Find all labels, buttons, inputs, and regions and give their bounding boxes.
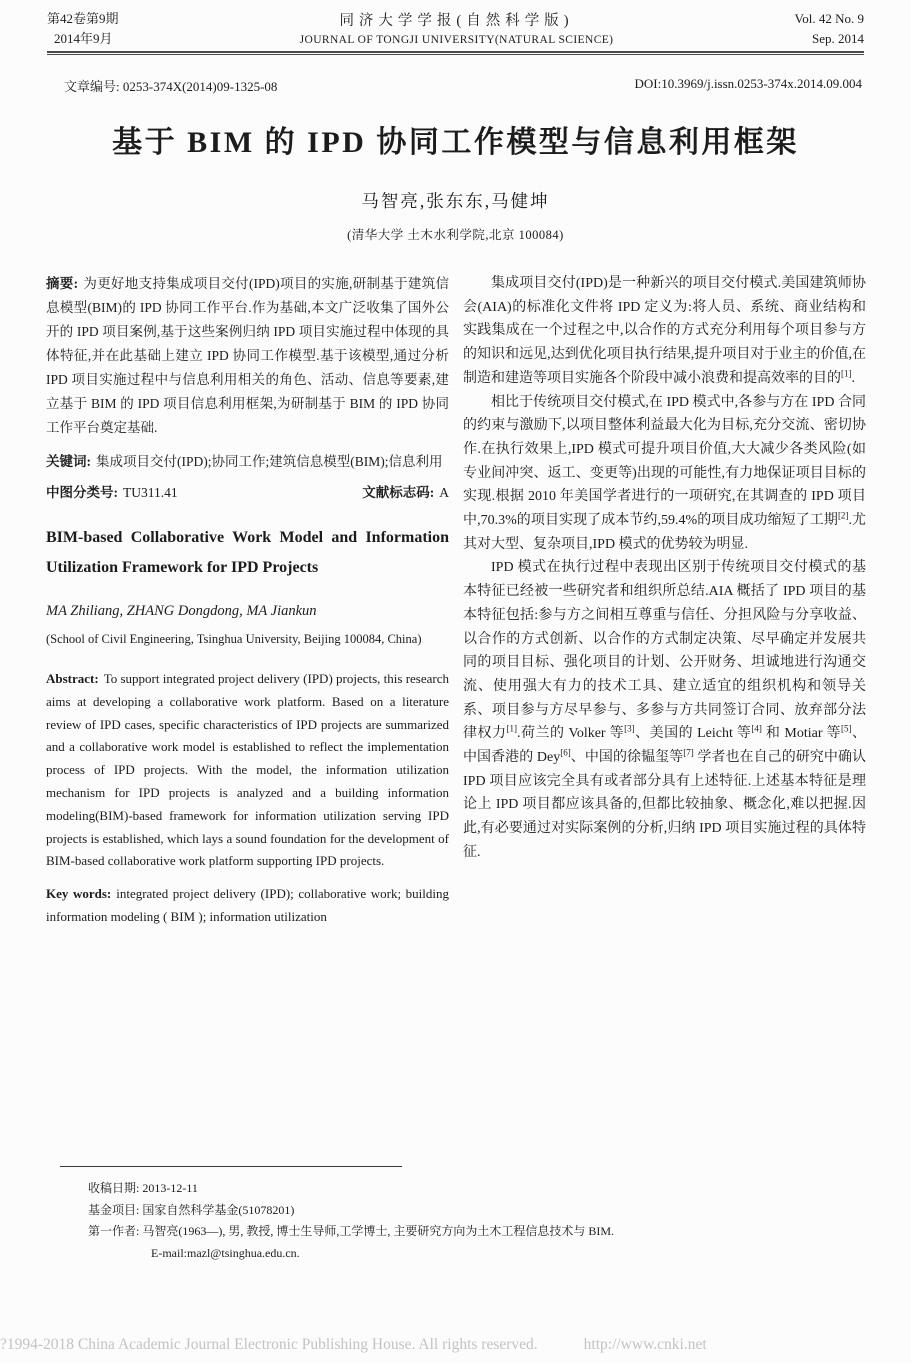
- keywords-en: [46, 883, 449, 929]
- header-journal-block: [300, 9, 614, 49]
- footnote-divider: [60, 1166, 402, 1167]
- date-en: Sep. 2014: [811, 31, 864, 46]
- clc-value: TU311.41: [123, 485, 178, 500]
- header-volume-block: [47, 9, 119, 49]
- first-author-label: 第一作者:: [88, 1224, 140, 1238]
- journal-title-cn: 同济大学学报(自然科学版): [339, 13, 574, 29]
- affiliation-cn: (清华大学 土木水利学院,北京 100084): [347, 228, 564, 242]
- keywords-cn-label: 关键词:: [46, 454, 91, 469]
- keywords-en-text: integrated project delivery (IPD); collaborative work; building information modeling ( BIM ); information utilization: [46, 886, 449, 924]
- cnki-watermark: [0, 1336, 911, 1354]
- right-column: [463, 272, 866, 929]
- doc-code-label: 文献标志码:: [362, 485, 435, 500]
- first-author-line: [88, 1221, 871, 1243]
- body-paragraph-3: IPD 模式在执行过程中表现出区别于传统项目交付模式的基本特征已经被一些研究者和组织所总结.AIA 概括了 IPD 项目的基本特征包括:参与方之间相互尊重与信任、分担风险与分享收益、以合作的方式创新、以合作的方式制定决策、尽早确定并发展共同的项目目标、强化项目的计划、公开财务、坦诚地进行沟通交流、使用强大有力的技术工具、建立适宜的组织机构和领导关系、项目参与方尽早参与、多参与方共同签订合同、放弃部分法律权力[1].荷兰的 Volker 等[3]、美国的 Leicht 等[4] 和 Motiar 等[5]、中国香港的 Dey[6]、中国的徐韫玺等[7] 学者也在自己的研究中确认 IPD 项目应该完全具有或者部分具有上述特征.上述基本特征是理论上 IPD 项目都应该具备的,但都比较抽象、概念化,难以把握.因此,有必要通过对实际案例的分析,归纳 IPD 项目实施过程的具体特征.: [463, 560, 867, 860]
- body-columns: [46, 272, 866, 929]
- watermark-url: http://www.cnki.net: [583, 1336, 707, 1353]
- abstract-cn-label: 摘要:: [46, 276, 79, 291]
- affiliation-en: (School of Civil Engineering, Tsinghua University, Beijing 100084, China): [46, 632, 422, 646]
- doc-code: [362, 481, 449, 501]
- abstract-cn: [46, 272, 449, 440]
- abstract-en-text: To support integrated project delivery (IPD) projects, this research aims at developing a collaborative work platform. Based on a literature review of IPD cases, specific characteristics of IPD projects are summarized and a collaborative work model is established to reflect the implementation process of IPD projects. With the model, the information utilization mechanism for IPD projects is analyzed and a building information modeling(BIM)-based framework for information utilization serving IPD projects is established, which lays a sound foundation for the development of BIM-based collaborative work platform supporting IPD projects.: [46, 671, 449, 869]
- footnote-block: [88, 1178, 871, 1264]
- keywords-cn: [46, 449, 449, 474]
- left-column: [46, 272, 449, 929]
- journal-title-en: JOURNAL OF TONGJI UNIVERSITY(NATURAL SCIENCE): [299, 34, 614, 46]
- volume-issue-cn: 第42卷第9期: [47, 11, 119, 26]
- volume-issue-en: Vol. 42 No. 9: [794, 11, 864, 26]
- fund-value: 国家自然科学基金(51078201): [142, 1202, 295, 1217]
- abstract-en-label: Abstract:: [46, 671, 99, 686]
- doc-code-value: A: [439, 485, 449, 500]
- header-volume-en-block: [795, 9, 864, 49]
- article-title-en: BIM-based Collaborative Work Model and Information Utilization Framework for IPD Projects: [46, 529, 449, 576]
- fund-line: [88, 1200, 871, 1222]
- date-cn: 2014年9月: [54, 31, 113, 46]
- article-meta-row: [64, 76, 862, 95]
- received-date-value: 2013-12-11: [142, 1181, 198, 1195]
- article-title-cn: 基于 BIM 的 IPD 协同工作模型与信息利用框架: [112, 126, 799, 159]
- keywords-cn-text: 集成项目交付(IPD);协同工作;建筑信息模型(BIM);信息利用: [96, 454, 443, 469]
- body-paragraph-1: 集成项目交付(IPD)是一种新兴的项目交付模式.美国建筑师协会(AIA)的标准化文件将 IPD 定义为:将人员、系统、商业结构和实践集成在一个过程之中,以合作的方式充分利用每个项目参与方的知识和远见,达到优化项目执行结果,提升项目对于业主的价值,在制造和建造等项目实施各个阶段中减小浪费和提高效率的目的[1].: [463, 276, 866, 386]
- watermark-text: ?1994-2018 China Academic Journal Electronic Publishing House. All rights reserved.: [0, 1336, 538, 1353]
- abstract-en: [46, 668, 449, 873]
- authors-en: MA Zhiliang, ZHANG Dongdong, MA Jiankun: [46, 603, 317, 619]
- email-line: E-mail:mazl@tsinghua.edu.cn.: [151, 1245, 300, 1260]
- clc-number: [46, 481, 178, 501]
- header-divider: [47, 51, 864, 55]
- article-id: 文章编号: 0253-374X(2014)09-1325-08: [64, 79, 278, 94]
- classification-row: [46, 481, 449, 501]
- first-author-value: 马智亮(1963—), 男, 教授, 博士生导师,工学博士, 主要研究方向为土木工程信息技术与 BIM.: [142, 1224, 615, 1238]
- authors-cn: 马智亮,张东东,马健坤: [361, 191, 550, 211]
- abstract-cn-text: 为更好地支持集成项目交付(IPD)项目的实施,研制基于建筑信息模型(BIM)的 IPD 协同工作平台.作为基础,本文广泛收集了国外公开的 IPD 项目案例,基于这些案例归纳 IPD 项目实施过程中体现的具体特征,并在此基础上建立 IPD 协同工作模型.基于该模型,通过分析 IPD 项目实施过程中与信息利用相关的角色、活动、信息等要素,建立基于 BIM 的 IPD 项目信息利用框架,为研制基于 BIM 的 IPD 协同工作平台奠定基础.: [46, 276, 449, 435]
- keywords-en-label: Key words:: [46, 886, 112, 902]
- doi: DOI:10.3969/j.issn.0253-374x.2014.09.004: [634, 76, 862, 91]
- clc-label: 中图分类号:: [46, 485, 118, 500]
- fund-label: 基金项目:: [88, 1202, 140, 1217]
- received-date-line: [88, 1178, 871, 1200]
- received-date-label: 收稿日期:: [88, 1181, 140, 1195]
- body-paragraph-2: 相比于传统项目交付模式,在 IPD 模式中,各参与方在 IPD 合同的约束与激励下,以项目整体利益最大化为目标,充分交流、密切协作.在执行效果上,IPD 模式可提升项目价值,大大减少各类风险(如专业间冲突、返工、变更等)出现的可能性,有力地保证项目目标的实现.根据 2010 年美国学者进行的一项研究,在其调查的 IPD 项目中,70.3%的项目实现了成本节约,59.4%的项目成功缩短了工期[2].尤其对大型、复杂项目,IPD 模式的优势较为明显.: [463, 394, 867, 552]
- page-header: [47, 9, 864, 49]
